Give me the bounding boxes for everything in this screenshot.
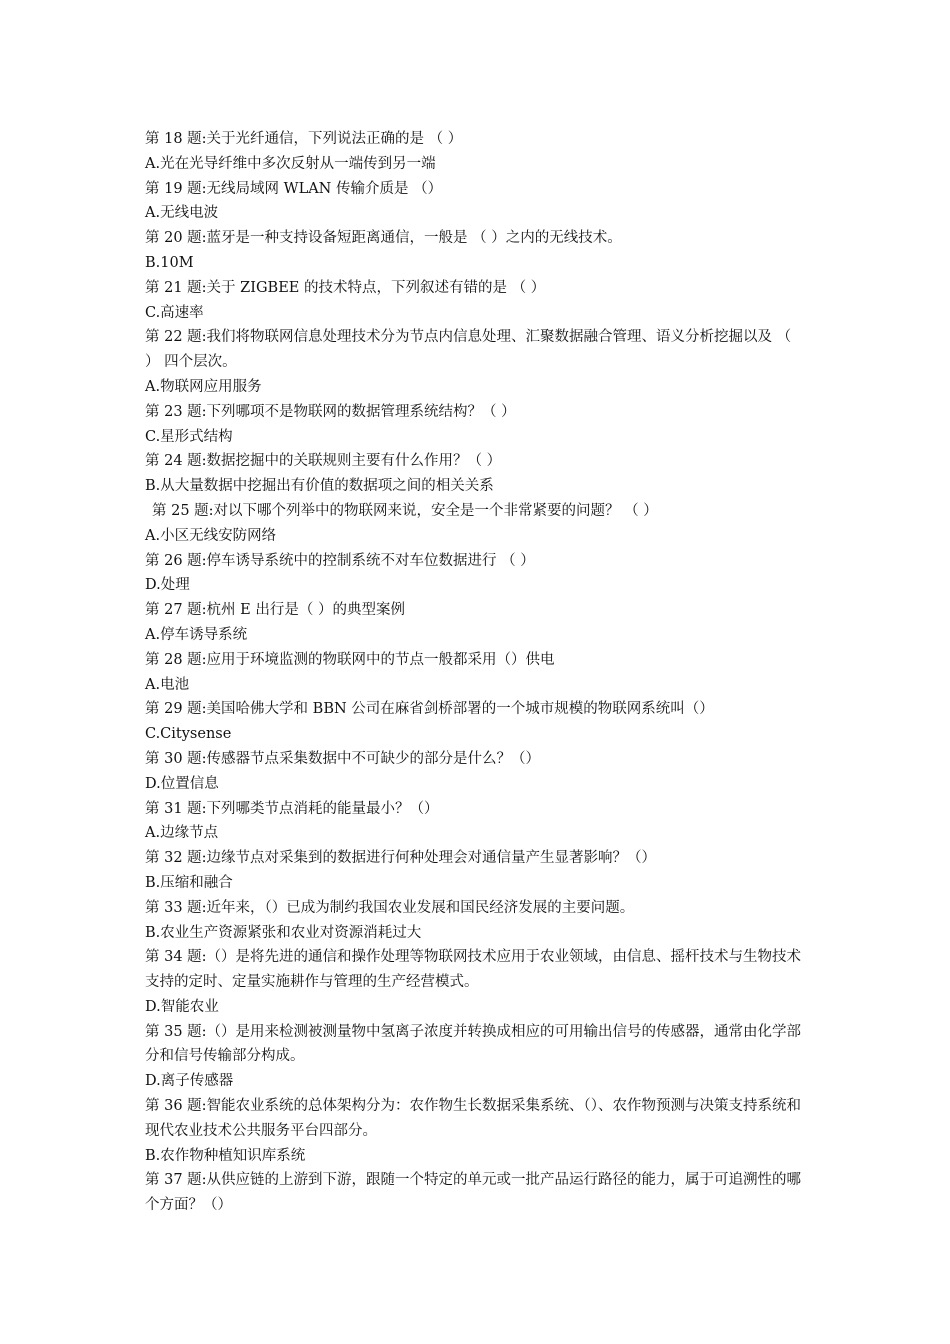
answer-19: A.无线电波 [145,205,219,222]
answer-18: A.光在光导纤维中多次反射从一端传到另一端 [145,155,436,172]
answer-29: C.Citysense [145,726,232,743]
answer-31: A.边缘节点 [145,825,219,842]
question-18: 第 18 题:关于光纤通信，下列说法正确的是 （ ） [145,131,463,147]
question-27: 第 27 题:杭州 E 出行是（ ）的典型案例 [145,602,405,619]
question-30: 第 30 题:传感器节点采集数据中不可缺少的部分是什么？（） [145,750,541,767]
question-28: 第 28 题:应用于环境监测的物联网中的节点一般都采用（）供电 [145,651,555,668]
answer-33: B.农业生产资源紧张和农业对资源消耗过大 [145,924,422,941]
answer-20: B.10M [145,254,194,271]
question-37: 第 37 题:从供应链的上游到下游，跟随一个特定的单元或一批产品运行路径的能力，属于可追溯性的哪个方面？（） [145,1172,802,1214]
question-25: 第 25 题:对以下哪个列举中的物联网来说，安全是一个非常紧要的问题？ （ ） [152,502,658,519]
question-26: 第 26 题:停车诱导系统中的控制系统不对车位数据进行 （ ） [145,552,535,569]
answer-22: A.物联网应用服务 [145,378,262,395]
question-33: 第 33 题:近年来，（）已成为制约我国农业发展和国民经济发展的主要问题。 [145,899,635,916]
answer-34: D.智能农业 [145,998,219,1015]
question-34: 第 34 题:（）是将先进的通信和操作处理等物联网技术应用于农业领域，由信息、摇杆技术与生物技术支持的定时、定量实施耕作与管理的生产经营模式。 [145,949,802,991]
question-29: 第 29 题:美国哈佛大学和 BBN 公司在麻省剑桥部署的一个城市规模的物联网系统叫（） [145,701,714,718]
question-24: 第 24 题:数据挖掘中的关联规则主要有什么作用？（ ） [145,453,502,470]
answer-24: B.从大量数据中挖掘出有价值的数据项之间的相关关系 [145,478,494,495]
question-21: 第 21 题:关于 ZIGBEE 的技术特点，下列叙述有错的是 （ ） [145,279,546,296]
document-body [145,127,810,1218]
answer-30: D.位置信息 [145,775,219,792]
answer-36: B.农作物种植知识库系统 [145,1147,306,1164]
question-19: 第 19 题:无线局域网 WLAN 传输介质是 （） [145,180,443,197]
answer-28: A.电池 [145,676,190,693]
question-22: 第 22 题:我们将物联网信息处理技术分为节点内信息处理、汇聚数据融合管理、语义分析挖掘以及 （ ） 四个层次。 [145,329,792,371]
answer-25: A.小区无线安防网络 [145,527,277,544]
answer-26: D.处理 [145,577,190,594]
answer-32: B.压缩和融合 [145,874,233,891]
question-35: 第 35 题:（）是用来检测被测量物中氢离子浓度并转换成相应的可用输出信号的传感器，通常由化学部分和信号传输部分构成。 [145,1023,802,1065]
question-32: 第 32 题:边缘节点对采集到的数据进行何种处理会对通信量产生显著影响？（） [145,850,657,867]
question-36: 第 36 题:智能农业系统的总体架构分为：农作物生长数据采集系统、（）、农作物预测与决策支持系统和现代农业技术公共服务平台四部分。 [145,1098,802,1139]
question-20: 第 20 题:蓝牙是一种支持设备短距离通信，一般是 （ ）之内的无线技术。 [145,230,622,247]
answer-21: C.高速率 [145,304,204,321]
question-31: 第 31 题:下列哪类节点消耗的能量最小？（） [145,800,439,817]
answer-35: D.离子传感器 [145,1073,234,1090]
question-23: 第 23 题:下列哪项不是物联网的数据管理系统结构？（ ） [145,403,516,420]
answer-23: C.星形式结构 [145,428,233,445]
answer-27: A.停车诱导系统 [145,626,248,643]
